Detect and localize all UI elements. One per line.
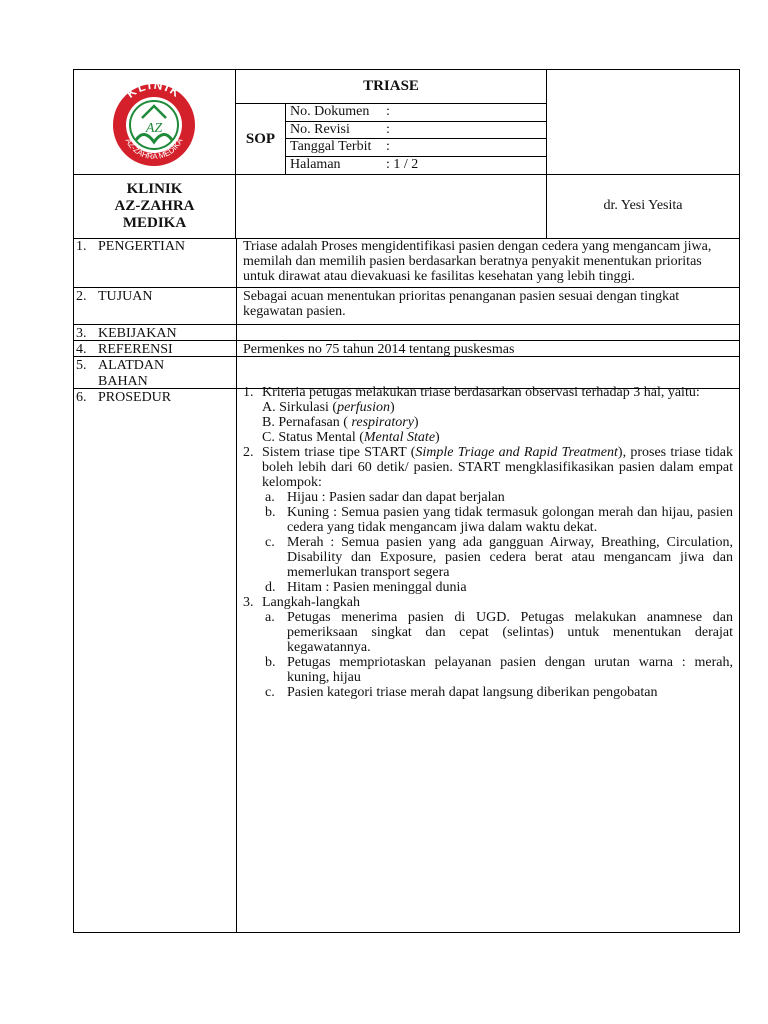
item-text: Kriteria petugas melakukan triase berdasarkan observasi terhadap 3 hal, yaitu: [262,385,700,400]
clinic-name-line: MEDIKA [122,214,187,231]
subitem-emphasis: respiratory [351,415,414,430]
sop-document [73,69,740,933]
subitem-text: Pernafasan ( [278,415,352,430]
subitem-text: Hitam : Pasien meninggal dunia [287,580,467,595]
subitem-text: Status Mental ( [278,430,364,445]
document-meta [286,104,547,174]
subitem-text: ) [435,430,440,445]
meta-key: No. Dokumen [290,104,370,119]
subitem-marker: A. [262,400,276,415]
signature-cell [236,174,547,238]
subitem-marker: C. [262,430,275,445]
subitem-emphasis: Mental State [363,430,436,445]
procedure-subitem [243,430,733,445]
procedure-item [243,385,733,400]
label-word: ALAT [98,358,134,373]
subitem-text: Pasien kategori triase merah dapat langsung diberikan pengobatan [287,685,658,700]
section-content: Sebagai acuan menentukan prioritas penanganan pasien sesuai dengan tingkat kegawatan pasien. [243,289,680,319]
procedure-subitem [243,535,733,580]
label-line: BAHAN [98,374,148,389]
meta-value: : [386,121,390,137]
meta-value: : 1 / 2 [386,156,419,172]
meta-row [286,122,546,140]
clinic-name-line: AZ-ZAHRA [114,197,195,214]
procedure-subitem [243,415,733,430]
logo-cell [74,70,236,174]
procedure-content [243,385,733,700]
section-label: KEBIJAKAN [98,326,177,341]
section-number: 5. [76,358,87,373]
clinic-logo [74,70,236,174]
procedure-subitem [243,490,733,505]
subitem-marker: B. [262,415,275,430]
section-kebijakan [74,325,739,341]
meta-value: : [386,139,390,154]
item-text: Langkah-langkah [262,595,360,610]
section-label [98,358,232,390]
section-pengertian [74,238,739,288]
meta-key: Tanggal Terbit [290,139,372,154]
procedure-subitem [243,685,733,700]
meta-row [286,157,546,175]
section-number: 6. [76,390,87,405]
item-text: Sistem triase tipe START ( [262,445,416,460]
logo-emblem: AZ [145,121,163,136]
subitem-text: ) [413,415,419,430]
procedure-item [243,445,733,490]
section-label: PROSEDUR [98,390,172,405]
subitem-marker: d. [265,580,276,595]
section-number: 4. [76,342,87,357]
subitem-marker: b. [265,505,276,520]
procedure-subitem [243,505,733,535]
label-word: DAN [133,358,165,373]
section-prosedur [74,385,739,933]
header-bottom [74,174,739,239]
subitem-text: Kuning : Semua pasien yang tidak termasuk golongan merah dan hijau, pasien cedera yang tidak mengancam jiwa dalam waktu dekat. [287,505,733,535]
section-content: Permenkes no 75 tahun 2014 tentang puskesmas [243,342,515,357]
subitem-text: Sirkulasi ( [279,400,338,415]
document-title: TRIASE [236,70,547,104]
meta-key: No. Revisi [290,121,350,137]
logo-bottom-text: AZ-ZAHRA MEDIKA [123,136,185,162]
subitem-marker: c. [265,535,275,550]
procedure-subitem [243,655,733,685]
section-label: REFERENSI [98,342,173,357]
section-number: 2. [76,289,87,304]
section-number: 3. [76,326,87,341]
meta-value: : [386,104,390,119]
sop-label: SOP [236,104,286,174]
subitem-marker: b. [265,655,276,670]
subitem-marker: a. [265,490,275,505]
subitem-text: Merah : Semua pasien yang ada gangguan Airway, Breathing, Circulation, Disability dan Exposure, pasien cedera berat atau mengancam jiwa dan memerlukan transport segera [287,535,733,580]
subitem-text: Hijau : Pasien sadar dan dapat berjalan [287,490,505,505]
item-marker: 1. [243,385,254,400]
meta-row [286,104,546,122]
logo-top-text: KLINIK [123,77,185,101]
procedure-item [243,595,733,610]
section-content: Triase adalah Proses mengidentifikasi pasien dengan cedera yang mengancam jiwa, memilah dan memilih pasien berdasarkan beratnya penyakit menentukan prioritas untuk dirawat atau dievakuasi ke fasilitas kesehatan yang lebih tinggi. [243,239,712,284]
subitem-text: ) [389,400,395,415]
section-tujuan [74,288,739,325]
clinic-name-line: KLINIK [126,180,183,197]
section-label: PENGERTIAN [98,239,186,254]
section-referensi [74,341,739,357]
subitem-marker: a. [265,610,275,625]
item-marker: 2. [243,445,254,460]
item-text: ), proses triase tidak boleh lebih dari 60 detik/ pasien. START mengklasifikasikan pasien dalam empat kelompok: [262,445,734,490]
clinic-name [74,174,236,238]
subitem-text: Petugas menerima pasien di UGD. Petugas melakukan anamnese dan pemeriksaan singkat dan cepat (selintas) untuk menentukan derajat kegawatannya. [287,610,733,655]
procedure-subitem [243,610,733,655]
procedure-subitem [243,580,733,595]
item-marker: 3. [243,595,254,610]
procedure-subitem [243,400,733,415]
doctor-name: dr. Yesi Yesita [603,198,683,213]
meta-row [286,139,546,157]
section-number: 1. [76,239,87,254]
meta-key: Halaman [290,156,341,172]
subitem-text: Petugas mempriotaskan pelayanan pasien dengan urutan warna : merah, kuning, hijau [287,655,733,685]
subitem-emphasis: perfusion [337,400,390,415]
section-label: TUJUAN [98,289,153,304]
item-emphasis: Simple Triage and Rapid Treatment [415,445,618,460]
subitem-marker: c. [265,685,275,700]
header-top [74,70,739,175]
